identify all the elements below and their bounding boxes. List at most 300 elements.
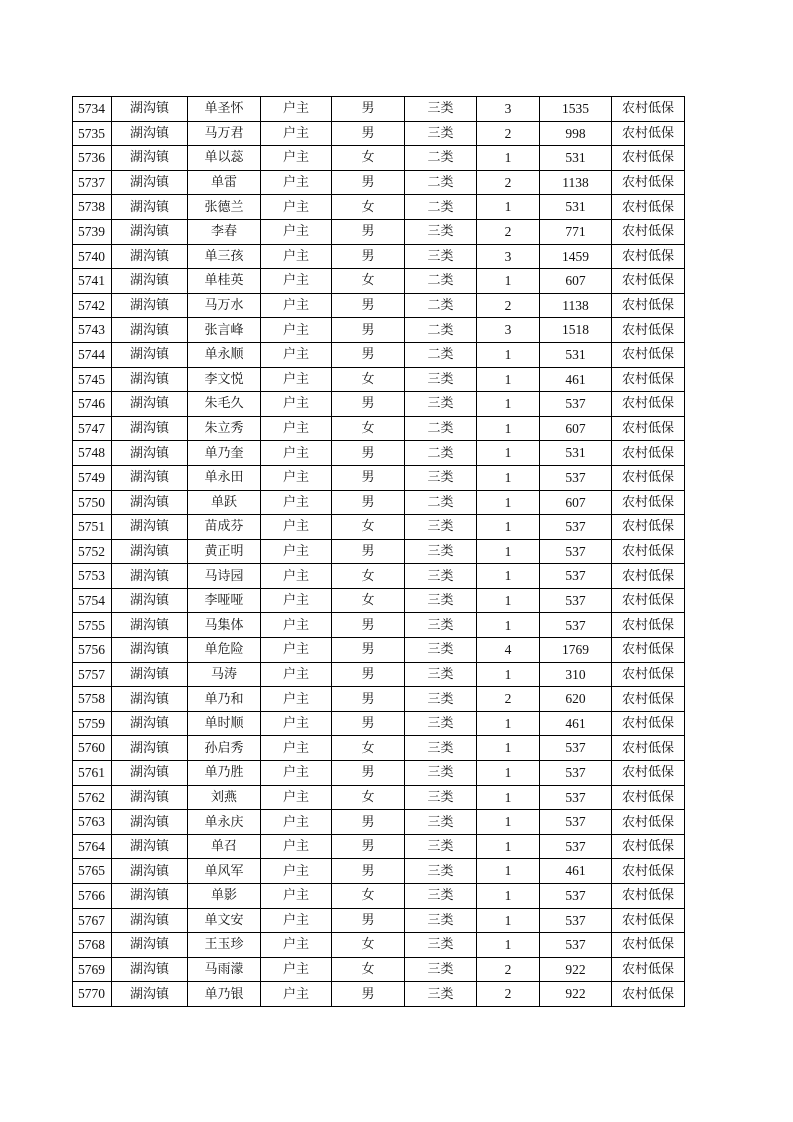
cell-name: 李哑哑 xyxy=(188,588,261,613)
cell-amount: 537 xyxy=(540,465,612,490)
cell-amount: 537 xyxy=(540,613,612,638)
table-row xyxy=(73,121,685,146)
cell-category: 三类 xyxy=(405,982,477,1007)
cell-category: 三类 xyxy=(405,933,477,958)
table-row xyxy=(73,588,685,613)
cell-program: 农村低保 xyxy=(612,293,685,318)
cell-household-size: 3 xyxy=(477,97,540,122)
cell-name: 单乃银 xyxy=(188,982,261,1007)
cell-name: 单文安 xyxy=(188,908,261,933)
cell-program: 农村低保 xyxy=(612,736,685,761)
cell-name: 张德兰 xyxy=(188,195,261,220)
cell-town: 湖沟镇 xyxy=(112,367,188,392)
cell-amount: 1138 xyxy=(540,293,612,318)
table-row xyxy=(73,269,685,294)
cell-name: 单永田 xyxy=(188,465,261,490)
cell-program: 农村低保 xyxy=(612,810,685,835)
cell-program: 农村低保 xyxy=(612,515,685,540)
cell-gender: 女 xyxy=(332,146,405,171)
cell-category: 二类 xyxy=(405,490,477,515)
cell-name: 单跃 xyxy=(188,490,261,515)
table-row xyxy=(73,736,685,761)
cell-row-number: 5745 xyxy=(73,367,112,392)
cell-row-number: 5754 xyxy=(73,588,112,613)
cell-relation: 户主 xyxy=(261,392,332,417)
cell-household-size: 1 xyxy=(477,269,540,294)
cell-row-number: 5747 xyxy=(73,416,112,441)
cell-amount: 607 xyxy=(540,269,612,294)
cell-category: 二类 xyxy=(405,416,477,441)
cell-town: 湖沟镇 xyxy=(112,293,188,318)
cell-category: 三类 xyxy=(405,465,477,490)
cell-name: 朱立秀 xyxy=(188,416,261,441)
cell-gender: 男 xyxy=(332,908,405,933)
cell-row-number: 5734 xyxy=(73,97,112,122)
cell-relation: 户主 xyxy=(261,933,332,958)
cell-relation: 户主 xyxy=(261,810,332,835)
cell-relation: 户主 xyxy=(261,515,332,540)
cell-household-size: 4 xyxy=(477,638,540,663)
cell-program: 农村低保 xyxy=(612,957,685,982)
cell-amount: 537 xyxy=(540,908,612,933)
cell-relation: 户主 xyxy=(261,588,332,613)
cell-amount: 1459 xyxy=(540,244,612,269)
table-row xyxy=(73,687,685,712)
cell-program: 农村低保 xyxy=(612,465,685,490)
cell-amount: 310 xyxy=(540,662,612,687)
cell-row-number: 5767 xyxy=(73,908,112,933)
table-row xyxy=(73,219,685,244)
cell-household-size: 1 xyxy=(477,908,540,933)
cell-town: 湖沟镇 xyxy=(112,170,188,195)
cell-program: 农村低保 xyxy=(612,342,685,367)
table-row xyxy=(73,170,685,195)
cell-gender: 男 xyxy=(332,810,405,835)
cell-row-number: 5769 xyxy=(73,957,112,982)
table-row xyxy=(73,465,685,490)
table-row xyxy=(73,97,685,122)
cell-town: 湖沟镇 xyxy=(112,736,188,761)
table-row xyxy=(73,785,685,810)
cell-row-number: 5736 xyxy=(73,146,112,171)
cell-name: 单永庆 xyxy=(188,810,261,835)
cell-relation: 户主 xyxy=(261,416,332,441)
cell-amount: 537 xyxy=(540,564,612,589)
cell-town: 湖沟镇 xyxy=(112,613,188,638)
cell-town: 湖沟镇 xyxy=(112,859,188,884)
cell-relation: 户主 xyxy=(261,441,332,466)
cell-gender: 女 xyxy=(332,269,405,294)
cell-name: 黄正明 xyxy=(188,539,261,564)
cell-program: 农村低保 xyxy=(612,662,685,687)
cell-household-size: 1 xyxy=(477,761,540,786)
cell-town: 湖沟镇 xyxy=(112,441,188,466)
cell-household-size: 1 xyxy=(477,539,540,564)
table-row xyxy=(73,441,685,466)
cell-amount: 461 xyxy=(540,367,612,392)
cell-gender: 男 xyxy=(332,121,405,146)
cell-gender: 男 xyxy=(332,539,405,564)
cell-name: 单三孩 xyxy=(188,244,261,269)
cell-relation: 户主 xyxy=(261,269,332,294)
cell-gender: 女 xyxy=(332,367,405,392)
cell-gender: 男 xyxy=(332,219,405,244)
cell-category: 二类 xyxy=(405,318,477,343)
table-body xyxy=(73,97,685,1007)
cell-category: 三类 xyxy=(405,761,477,786)
table-row xyxy=(73,933,685,958)
table-row xyxy=(73,859,685,884)
cell-row-number: 5766 xyxy=(73,884,112,909)
cell-gender: 男 xyxy=(332,613,405,638)
cell-town: 湖沟镇 xyxy=(112,97,188,122)
cell-category: 三类 xyxy=(405,219,477,244)
cell-household-size: 1 xyxy=(477,736,540,761)
cell-row-number: 5770 xyxy=(73,982,112,1007)
cell-amount: 537 xyxy=(540,588,612,613)
cell-gender: 男 xyxy=(332,170,405,195)
cell-row-number: 5763 xyxy=(73,810,112,835)
cell-relation: 户主 xyxy=(261,785,332,810)
cell-program: 农村低保 xyxy=(612,367,685,392)
cell-relation: 户主 xyxy=(261,908,332,933)
cell-gender: 女 xyxy=(332,933,405,958)
cell-household-size: 1 xyxy=(477,367,540,392)
cell-town: 湖沟镇 xyxy=(112,219,188,244)
cell-town: 湖沟镇 xyxy=(112,957,188,982)
cell-town: 湖沟镇 xyxy=(112,195,188,220)
cell-relation: 户主 xyxy=(261,219,332,244)
cell-row-number: 5758 xyxy=(73,687,112,712)
table-row xyxy=(73,638,685,663)
cell-name: 单永顺 xyxy=(188,342,261,367)
table-row xyxy=(73,195,685,220)
table-row xyxy=(73,810,685,835)
table-row xyxy=(73,146,685,171)
cell-gender: 女 xyxy=(332,588,405,613)
cell-relation: 户主 xyxy=(261,539,332,564)
cell-category: 三类 xyxy=(405,859,477,884)
cell-row-number: 5739 xyxy=(73,219,112,244)
cell-name: 李春 xyxy=(188,219,261,244)
cell-name: 刘燕 xyxy=(188,785,261,810)
cell-row-number: 5738 xyxy=(73,195,112,220)
cell-name: 朱毛久 xyxy=(188,392,261,417)
cell-gender: 男 xyxy=(332,293,405,318)
cell-row-number: 5735 xyxy=(73,121,112,146)
cell-program: 农村低保 xyxy=(612,564,685,589)
cell-amount: 461 xyxy=(540,711,612,736)
cell-program: 农村低保 xyxy=(612,834,685,859)
cell-household-size: 1 xyxy=(477,933,540,958)
cell-program: 农村低保 xyxy=(612,318,685,343)
cell-name: 张言峰 xyxy=(188,318,261,343)
cell-row-number: 5751 xyxy=(73,515,112,540)
cell-household-size: 2 xyxy=(477,957,540,982)
cell-household-size: 1 xyxy=(477,613,540,638)
cell-category: 三类 xyxy=(405,392,477,417)
cell-program: 农村低保 xyxy=(612,933,685,958)
cell-relation: 户主 xyxy=(261,859,332,884)
cell-gender: 男 xyxy=(332,761,405,786)
cell-program: 农村低保 xyxy=(612,416,685,441)
cell-household-size: 1 xyxy=(477,662,540,687)
data-table xyxy=(72,96,685,1007)
cell-relation: 户主 xyxy=(261,662,332,687)
cell-town: 湖沟镇 xyxy=(112,146,188,171)
cell-row-number: 5756 xyxy=(73,638,112,663)
cell-town: 湖沟镇 xyxy=(112,982,188,1007)
cell-gender: 男 xyxy=(332,244,405,269)
cell-household-size: 1 xyxy=(477,810,540,835)
cell-amount: 537 xyxy=(540,539,612,564)
cell-gender: 男 xyxy=(332,392,405,417)
cell-name: 马诗园 xyxy=(188,564,261,589)
cell-relation: 户主 xyxy=(261,121,332,146)
cell-name: 苗成芬 xyxy=(188,515,261,540)
cell-household-size: 1 xyxy=(477,441,540,466)
cell-gender: 女 xyxy=(332,195,405,220)
cell-program: 农村低保 xyxy=(612,269,685,294)
table-row xyxy=(73,613,685,638)
cell-relation: 户主 xyxy=(261,342,332,367)
cell-town: 湖沟镇 xyxy=(112,662,188,687)
cell-program: 农村低保 xyxy=(612,908,685,933)
cell-row-number: 5759 xyxy=(73,711,112,736)
cell-amount: 1535 xyxy=(540,97,612,122)
cell-name: 单影 xyxy=(188,884,261,909)
cell-town: 湖沟镇 xyxy=(112,564,188,589)
cell-household-size: 2 xyxy=(477,293,540,318)
cell-program: 农村低保 xyxy=(612,711,685,736)
cell-amount: 922 xyxy=(540,957,612,982)
cell-gender: 男 xyxy=(332,662,405,687)
cell-category: 二类 xyxy=(405,293,477,318)
cell-amount: 531 xyxy=(540,195,612,220)
cell-household-size: 1 xyxy=(477,859,540,884)
cell-town: 湖沟镇 xyxy=(112,318,188,343)
cell-category: 三类 xyxy=(405,687,477,712)
cell-gender: 女 xyxy=(332,416,405,441)
cell-town: 湖沟镇 xyxy=(112,416,188,441)
cell-household-size: 1 xyxy=(477,588,540,613)
cell-name: 单危险 xyxy=(188,638,261,663)
cell-household-size: 1 xyxy=(477,785,540,810)
cell-category: 三类 xyxy=(405,662,477,687)
cell-gender: 男 xyxy=(332,859,405,884)
cell-row-number: 5740 xyxy=(73,244,112,269)
cell-category: 三类 xyxy=(405,97,477,122)
cell-town: 湖沟镇 xyxy=(112,834,188,859)
table-row xyxy=(73,367,685,392)
cell-program: 农村低保 xyxy=(612,244,685,269)
cell-program: 农村低保 xyxy=(612,982,685,1007)
table-row xyxy=(73,515,685,540)
cell-household-size: 1 xyxy=(477,146,540,171)
cell-name: 单圣怀 xyxy=(188,97,261,122)
cell-gender: 男 xyxy=(332,342,405,367)
cell-row-number: 5737 xyxy=(73,170,112,195)
cell-town: 湖沟镇 xyxy=(112,638,188,663)
cell-amount: 607 xyxy=(540,416,612,441)
cell-program: 农村低保 xyxy=(612,539,685,564)
cell-town: 湖沟镇 xyxy=(112,392,188,417)
cell-household-size: 3 xyxy=(477,244,540,269)
cell-amount: 922 xyxy=(540,982,612,1007)
cell-amount: 607 xyxy=(540,490,612,515)
cell-amount: 537 xyxy=(540,785,612,810)
cell-amount: 461 xyxy=(540,859,612,884)
cell-household-size: 1 xyxy=(477,195,540,220)
cell-category: 三类 xyxy=(405,564,477,589)
cell-household-size: 1 xyxy=(477,564,540,589)
cell-row-number: 5764 xyxy=(73,834,112,859)
cell-row-number: 5761 xyxy=(73,761,112,786)
table-row xyxy=(73,662,685,687)
cell-town: 湖沟镇 xyxy=(112,711,188,736)
cell-gender: 男 xyxy=(332,441,405,466)
cell-relation: 户主 xyxy=(261,97,332,122)
table-row xyxy=(73,564,685,589)
cell-gender: 男 xyxy=(332,982,405,1007)
cell-name: 王玉珍 xyxy=(188,933,261,958)
cell-row-number: 5746 xyxy=(73,392,112,417)
cell-amount: 531 xyxy=(540,441,612,466)
cell-gender: 女 xyxy=(332,564,405,589)
cell-category: 三类 xyxy=(405,121,477,146)
cell-program: 农村低保 xyxy=(612,195,685,220)
cell-program: 农村低保 xyxy=(612,859,685,884)
cell-name: 孙启秀 xyxy=(188,736,261,761)
cell-category: 三类 xyxy=(405,736,477,761)
cell-program: 农村低保 xyxy=(612,219,685,244)
table-row xyxy=(73,761,685,786)
cell-row-number: 5752 xyxy=(73,539,112,564)
cell-relation: 户主 xyxy=(261,761,332,786)
table-row xyxy=(73,884,685,909)
cell-category: 三类 xyxy=(405,539,477,564)
cell-town: 湖沟镇 xyxy=(112,515,188,540)
cell-relation: 户主 xyxy=(261,711,332,736)
cell-gender: 男 xyxy=(332,638,405,663)
cell-gender: 女 xyxy=(332,785,405,810)
cell-gender: 女 xyxy=(332,957,405,982)
cell-town: 湖沟镇 xyxy=(112,785,188,810)
cell-name: 马雨濛 xyxy=(188,957,261,982)
cell-town: 湖沟镇 xyxy=(112,687,188,712)
cell-amount: 537 xyxy=(540,515,612,540)
cell-category: 二类 xyxy=(405,170,477,195)
cell-row-number: 5744 xyxy=(73,342,112,367)
cell-household-size: 2 xyxy=(477,121,540,146)
cell-gender: 男 xyxy=(332,834,405,859)
cell-relation: 户主 xyxy=(261,244,332,269)
cell-category: 三类 xyxy=(405,613,477,638)
cell-row-number: 5762 xyxy=(73,785,112,810)
cell-household-size: 3 xyxy=(477,318,540,343)
cell-relation: 户主 xyxy=(261,564,332,589)
cell-program: 农村低保 xyxy=(612,588,685,613)
cell-row-number: 5748 xyxy=(73,441,112,466)
cell-gender: 女 xyxy=(332,515,405,540)
cell-household-size: 2 xyxy=(477,219,540,244)
cell-household-size: 1 xyxy=(477,884,540,909)
cell-gender: 女 xyxy=(332,736,405,761)
cell-name: 单乃奎 xyxy=(188,441,261,466)
cell-category: 二类 xyxy=(405,441,477,466)
table-row xyxy=(73,982,685,1007)
cell-town: 湖沟镇 xyxy=(112,539,188,564)
cell-name: 马集体 xyxy=(188,613,261,638)
table-row xyxy=(73,957,685,982)
table-row xyxy=(73,490,685,515)
cell-relation: 户主 xyxy=(261,170,332,195)
cell-town: 湖沟镇 xyxy=(112,342,188,367)
cell-name: 单以蕊 xyxy=(188,146,261,171)
cell-row-number: 5760 xyxy=(73,736,112,761)
cell-row-number: 5743 xyxy=(73,318,112,343)
cell-amount: 537 xyxy=(540,392,612,417)
cell-relation: 户主 xyxy=(261,293,332,318)
cell-relation: 户主 xyxy=(261,736,332,761)
cell-amount: 1769 xyxy=(540,638,612,663)
cell-category: 三类 xyxy=(405,244,477,269)
cell-name: 单召 xyxy=(188,834,261,859)
cell-amount: 771 xyxy=(540,219,612,244)
cell-program: 农村低保 xyxy=(612,687,685,712)
cell-program: 农村低保 xyxy=(612,146,685,171)
table-row xyxy=(73,318,685,343)
cell-town: 湖沟镇 xyxy=(112,121,188,146)
cell-category: 三类 xyxy=(405,638,477,663)
cell-amount: 1518 xyxy=(540,318,612,343)
cell-town: 湖沟镇 xyxy=(112,490,188,515)
table-row xyxy=(73,908,685,933)
cell-program: 农村低保 xyxy=(612,613,685,638)
table-row xyxy=(73,244,685,269)
cell-program: 农村低保 xyxy=(612,638,685,663)
cell-row-number: 5753 xyxy=(73,564,112,589)
cell-category: 二类 xyxy=(405,146,477,171)
cell-program: 农村低保 xyxy=(612,121,685,146)
cell-program: 农村低保 xyxy=(612,785,685,810)
cell-gender: 女 xyxy=(332,884,405,909)
cell-gender: 男 xyxy=(332,97,405,122)
cell-relation: 户主 xyxy=(261,982,332,1007)
cell-name: 李文悦 xyxy=(188,367,261,392)
table-row xyxy=(73,293,685,318)
cell-amount: 537 xyxy=(540,884,612,909)
cell-relation: 户主 xyxy=(261,884,332,909)
cell-amount: 531 xyxy=(540,146,612,171)
cell-household-size: 1 xyxy=(477,490,540,515)
cell-row-number: 5742 xyxy=(73,293,112,318)
table-row xyxy=(73,342,685,367)
cell-relation: 户主 xyxy=(261,146,332,171)
cell-name: 单风军 xyxy=(188,859,261,884)
cell-town: 湖沟镇 xyxy=(112,810,188,835)
cell-household-size: 1 xyxy=(477,465,540,490)
cell-category: 三类 xyxy=(405,588,477,613)
cell-town: 湖沟镇 xyxy=(112,588,188,613)
cell-name: 单雷 xyxy=(188,170,261,195)
cell-amount: 531 xyxy=(540,342,612,367)
cell-relation: 户主 xyxy=(261,367,332,392)
cell-category: 三类 xyxy=(405,515,477,540)
cell-category: 二类 xyxy=(405,269,477,294)
cell-program: 农村低保 xyxy=(612,441,685,466)
cell-category: 三类 xyxy=(405,957,477,982)
